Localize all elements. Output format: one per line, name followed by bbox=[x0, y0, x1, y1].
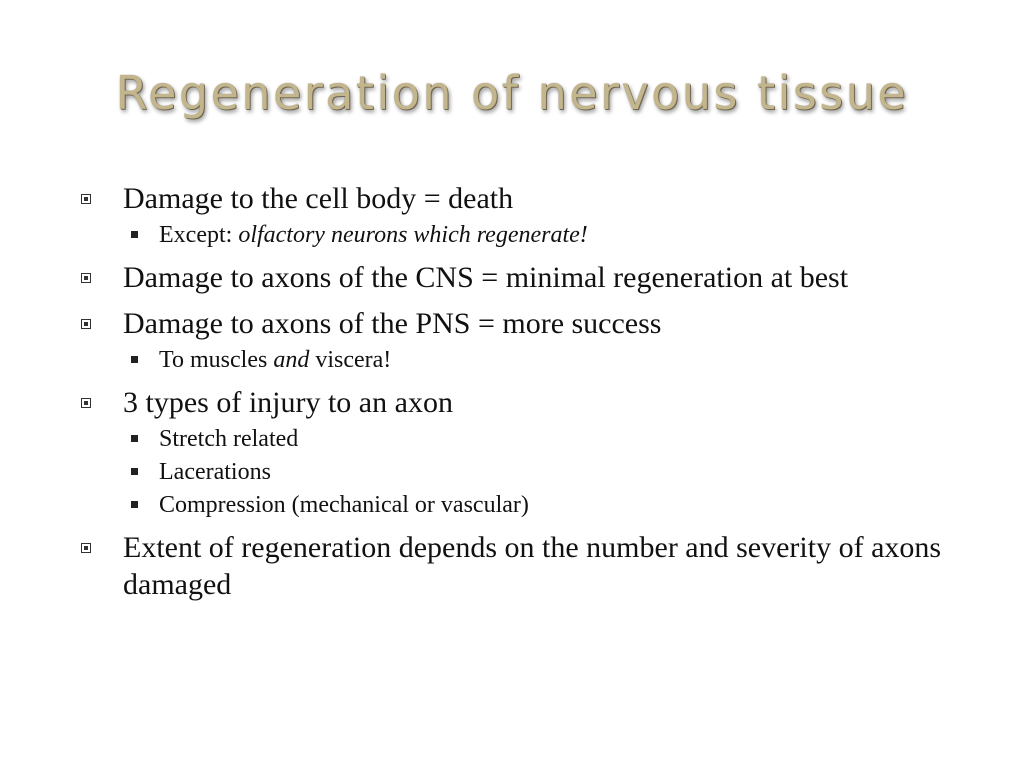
bullet-text: 3 types of injury to an axon bbox=[123, 386, 453, 419]
sub-bullet-text: To muscles bbox=[159, 347, 274, 373]
small-square-bullet-icon bbox=[131, 231, 138, 238]
bullet-item bbox=[0, 259, 1024, 296]
sub-bullet-item bbox=[0, 345, 1024, 375]
bullet-text: Damage to axons of the CNS = minimal regeneration at best bbox=[123, 261, 849, 294]
bullet-item bbox=[0, 180, 1024, 217]
small-square-bullet-icon bbox=[131, 356, 138, 363]
sub-bullet-italic-text: and bbox=[273, 347, 310, 373]
sub-bullet-item bbox=[0, 490, 1024, 520]
bullet-item bbox=[0, 529, 1024, 603]
sub-bullet-item bbox=[0, 424, 1024, 454]
bullet-text: Damage to the cell body = death bbox=[123, 182, 514, 215]
slide-title: Regeneration of nervous tissue bbox=[115, 66, 909, 120]
small-square-bullet-icon bbox=[131, 501, 138, 508]
sub-bullet-text: Lacerations bbox=[159, 459, 271, 485]
bullet-item bbox=[0, 305, 1024, 342]
sub-bullet-suffix-text: viscera! bbox=[309, 347, 392, 373]
square-bullet-icon bbox=[81, 543, 91, 553]
square-bullet-icon bbox=[81, 319, 91, 329]
sub-bullet-text: Stretch related bbox=[159, 426, 299, 452]
sub-bullet-text: Compression (mechanical or vascular) bbox=[159, 492, 529, 518]
bullet-text: Extent of regeneration depends on the number and severity of axons damaged bbox=[123, 531, 942, 601]
bullet-item bbox=[0, 384, 1024, 421]
square-bullet-icon bbox=[81, 273, 91, 283]
square-bullet-icon bbox=[81, 398, 91, 408]
sub-bullet-italic-text: olfactory neurons which regenerate! bbox=[238, 222, 588, 248]
square-bullet-icon bbox=[81, 194, 91, 204]
sub-bullet-text: Except: bbox=[159, 222, 239, 248]
bullet-text: Damage to axons of the PNS = more success bbox=[123, 307, 662, 340]
small-square-bullet-icon bbox=[131, 435, 138, 442]
sub-bullet-item bbox=[0, 220, 1024, 250]
small-square-bullet-icon bbox=[131, 468, 138, 475]
sub-bullet-item bbox=[0, 457, 1024, 487]
bullet-list bbox=[0, 180, 1024, 603]
